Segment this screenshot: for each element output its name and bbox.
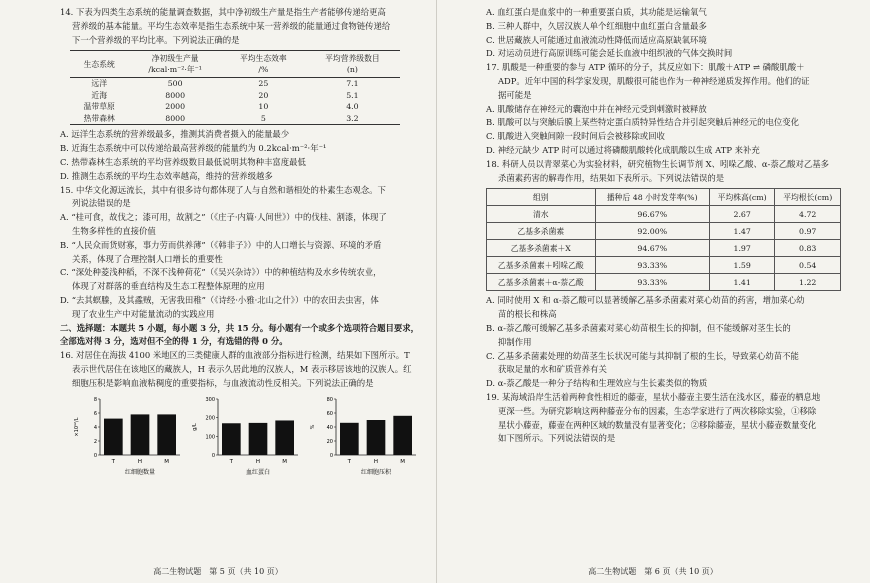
q19-stem-line: 19. 某海域沿岸生活着两种食性相近的藤壶，星状小藤壶主要生活在浅水区，藤壶的栖息地 xyxy=(486,391,821,402)
y-tick-label: 20 xyxy=(326,438,333,445)
q18-option-b-cont: 抑制作用 xyxy=(498,336,532,347)
q18-option-c: C. 乙基多杀菌素处理的幼苗茎生长状况可能与其抑制了根的生长，导致菜心幼苗不能 xyxy=(486,350,799,361)
bar xyxy=(104,418,123,454)
section-2-lead: 二、选择题：本题共 5 小题，每小题 3 分，共 15 分。 xyxy=(60,322,269,333)
x-tick-label: T xyxy=(347,458,352,465)
section-2-text: 每小题有一个或多个选项符合题目要求， xyxy=(268,322,420,333)
y-tick-label: 100 xyxy=(205,433,215,440)
q18-option-a: A. 同时使用 X 和 α-萘乙酸可以显著缓解乙基多杀菌素对菜心幼苗的药害，增加菜心幼 xyxy=(486,295,805,306)
table-header: 平均营养级数目 (n) xyxy=(305,51,400,78)
q15-option-c: C. “深处种菱浅种稻，不深不浅种荷花”（《吴兴杂诗》）中的种植结构及水乡传统农业， xyxy=(60,267,382,278)
q15-option-d-cont: 现了农业生产中对能量流动的实践应用 xyxy=(72,308,215,319)
q17-option-a: A. 肌酸储存在神经元的囊泡中并在神经元受到刺激时被释放 xyxy=(486,103,707,114)
x-tick-label: H xyxy=(255,458,261,465)
x-axis-label: 红细胞数量 xyxy=(124,468,156,476)
y-tick-label: 60 xyxy=(326,410,333,417)
table-header: 平均根长(cm) xyxy=(775,189,841,206)
bar xyxy=(249,422,268,454)
bar xyxy=(367,420,386,455)
y-tick-label: 200 xyxy=(205,415,215,422)
bar xyxy=(340,422,359,454)
question-19 xyxy=(486,391,856,446)
question-18 xyxy=(486,158,856,391)
q15-option-d: D. “去其螟螣，及其蟊贼，无害我田稚”（《诗经·小雅·北山之什》）中的农田去虫害，体 xyxy=(60,294,379,305)
q17-stem-line: ADP。近年中国的科学家发现，肌酸很可能也作为一种神经递质发挥作用。他们的证 xyxy=(498,75,810,86)
y-axis-label: % xyxy=(310,424,316,429)
table-row: 乙基多杀菌素 92.00% 1.47 0.97 xyxy=(487,223,841,240)
section-2-line2: 全部选对得 3 分，选对但不全的得 1 分，有选错的得 0 分。 xyxy=(60,336,288,347)
table-header: 播种后 48 小时发芽率(%) xyxy=(595,189,709,206)
q19-stem-line: 如下图所示。下列说法错误的是 xyxy=(498,433,616,444)
y-tick-label: 40 xyxy=(326,424,333,431)
y-tick-label: 2 xyxy=(93,438,97,445)
q16-option-b: B. 三种人群中，久居汉族人单个红细胞中血红蛋白含量最多 xyxy=(486,20,707,31)
q15-option-a-cont: 生物多样性的直接价值 xyxy=(72,225,156,236)
q14-option-a: A. 远洋生态系统的营养级最多，推测其消费者摄入的能量最少 xyxy=(60,129,290,140)
q18-option-c-cont: 获取足量的水和矿质营养有关 xyxy=(498,364,607,375)
q16-option-d: D. 对运动员进行高原训练可能会延长血液中组织液的气体交换时间 xyxy=(486,48,733,59)
bar xyxy=(157,414,176,455)
q18-stem-line: 18. 科研人员以青翠菜心为实验材料，研究植物生长调节剂 X、吲哚乙酸、α-萘乙酸对乙基多 xyxy=(486,158,829,169)
y-axis-label: g/L xyxy=(192,422,198,431)
y-tick-label: 0 xyxy=(211,452,215,459)
bar xyxy=(131,414,150,455)
chart-hematocrit xyxy=(306,393,431,481)
q17-option-c: C. 肌酸进入突触间隙一段时间后会被移除或回收 xyxy=(486,131,665,142)
q14-stem-line: 下一个营养级的平均比率。下列说法正确的是 xyxy=(72,34,240,45)
bar xyxy=(393,415,412,454)
bar xyxy=(222,423,241,455)
table-row: 热带森林 8000 5 3.2 xyxy=(70,113,400,125)
chart-rbc-count xyxy=(70,393,195,481)
blood-index-charts xyxy=(60,393,422,481)
bar xyxy=(275,420,294,455)
q17-option-b: B. 肌酸可以与突触后膜上某些特定蛋白质特异性结合并引起突触后神经元的电位变化 xyxy=(486,117,799,128)
ecosystem-table xyxy=(70,50,400,125)
x-axis-label: 红细胞压积 xyxy=(360,468,392,476)
y-tick-label: 6 xyxy=(93,410,97,417)
table-header: 平均生态效率 /% xyxy=(222,51,305,78)
question-14 xyxy=(60,6,422,184)
x-tick-label: M xyxy=(164,458,170,465)
x-axis-label: 血红蛋白 xyxy=(245,468,271,476)
q16-option-c: C. 世居藏族人可能通过血液流动性降低而适应高原缺氧环境 xyxy=(486,34,707,45)
x-tick-label: H xyxy=(373,458,379,465)
y-tick-label: 0 xyxy=(329,452,333,459)
question-16 xyxy=(60,349,422,480)
table-row: 远洋 500 25 7.1 xyxy=(91,79,359,89)
x-tick-label: T xyxy=(111,458,116,465)
q18-option-d: D. α-萘乙酸是一种分子结构和生理效应与生长素类似的物质 xyxy=(486,378,708,389)
x-tick-label: T xyxy=(229,458,234,465)
q19-stem-line: 更深一些。为研究影响这两种藤壶分布的因素，生态学家进行了两次移除实验，①移除 xyxy=(498,405,817,416)
table-header: 生态系统 xyxy=(70,51,128,78)
page-footer: 高二生物试题 第 5 页（共 10 页） xyxy=(153,567,283,576)
q16-stem-line: 细胞压积是影响血液粘稠度的重要指标，与血液流动性反相关。下列说法正确的是 xyxy=(72,377,374,388)
y-axis-label: ×10¹²/L xyxy=(74,417,80,437)
y-tick-label: 8 xyxy=(93,396,97,403)
y-tick-label: 4 xyxy=(93,424,97,431)
q14-stem-line: 营养级的基本能量。平均生态效率是指生态系统中某一营养级的能量通过食物链传递给 xyxy=(72,20,391,31)
q14-stem-line: 14. 下表为四类生态系统的能量调查数据，其中净初级生产量是指生产者能够传递给更高 xyxy=(60,7,386,17)
q14-option-d: D. 推测生态系统的平均生态效率越高，维持的营养级越多 xyxy=(60,170,273,181)
x-tick-label: M xyxy=(400,458,406,465)
q17-stem-line: 17. 肌酸是一种重要的参与 ATP 循环的分子，其反应如下：肌酸＋ATP ⇌ 磷酸肌酸＋ xyxy=(486,62,805,73)
table-row: 乙基多杀菌素＋吲哚乙酸 93.33% 1.59 0.54 xyxy=(487,257,841,274)
q18-option-a-cont: 苗的根长和株高 xyxy=(498,309,557,320)
q15-option-c-cont: 体现了对群落的垂直结构及生态工程整体原理的应用 xyxy=(72,281,265,292)
q16-stem-line: 16. 对居住在海拔 4100 米地区的三类健康人群的血液部分指标进行检测，结果如下图所示。T xyxy=(60,350,410,361)
y-tick-label: 80 xyxy=(326,396,333,403)
seedling-table xyxy=(486,188,841,291)
table-row: 近海 8000 20 5.1 xyxy=(91,90,359,100)
table-row: 乙基多杀菌素＋X 94.67% 1.97 0.83 xyxy=(487,240,841,257)
q15-option-b-cont: 关系，体现了合理控制人口增长的重要性 xyxy=(72,253,223,264)
x-tick-label: M xyxy=(282,458,288,465)
y-tick-label: 0 xyxy=(93,452,97,459)
q18-option-b: B. α-萘乙酸可缓解乙基多杀菌素对菜心幼苗根生长的抑制，但不能缓解对茎生长的 xyxy=(486,322,791,333)
q16-option-a: A. 血红蛋白是血浆中的一种重要蛋白质，其功能是运输氧气 xyxy=(486,7,707,17)
question-16-options xyxy=(486,6,856,61)
table-header: 净初级生产量 /kcal·m⁻²·年⁻¹ xyxy=(128,51,221,78)
right-page xyxy=(436,0,870,583)
page-footer: 高二生物试题 第 6 页（共 10 页） xyxy=(588,567,718,576)
question-17 xyxy=(486,61,856,158)
q19-stem-line: 星状小藤壶，藤壶在两种区域的数量没有显著变化；②移除藤壶，星状小藤壶数量变化 xyxy=(498,419,817,430)
q17-stem-line: 据可能是 xyxy=(498,89,532,100)
table-row: 乙基多杀菌素＋α-萘乙酸 93.33% 1.41 1.22 xyxy=(487,274,841,291)
table-row: 清水 96.67% 2.67 4.72 xyxy=(487,206,841,223)
q15-option-b: B. “人民众而货财寡，事力劳而供养薄”（《韩非子》）中的人口增长与资源、环境的矛盾 xyxy=(60,239,382,250)
section-2-heading xyxy=(60,322,422,350)
table-header: 组别 xyxy=(487,189,596,206)
table-row: 温带草原 2000 10 4.0 xyxy=(83,102,359,112)
q18-stem-line: 杀菌素药害的解毒作用，结果如下表所示。下列说法错误的是 xyxy=(498,172,725,183)
question-15 xyxy=(60,184,422,322)
q15-stem-line: 列说法错误的是 xyxy=(72,198,131,209)
q16-stem-line: 表示世代居住在该地区的藏族人，H 表示久居此地的汉族人，M 表示移居该地的汉族人。红 xyxy=(72,363,412,374)
q15-option-a: A. “桂可食，故伐之；漆可用，故割之”（《庄子·内篇·人间世》）中的伐桂、割漆，体现了 xyxy=(60,212,387,223)
x-tick-label: H xyxy=(137,458,143,465)
q14-option-c: C. 热带森林生态系统的平均营养级数目最低说明其物种丰富度最低 xyxy=(60,156,306,167)
q15-stem-line: 15. 中华文化源远流长，其中有很多诗句都体现了人与自然和谐相处的朴素生态观念。下 xyxy=(60,184,386,195)
y-tick-label: 300 xyxy=(205,396,215,403)
q14-option-b: B. 近海生态系统中可以传递给最高营养级的能量约为 0.2kcal·m⁻²·年⁻¹ xyxy=(60,143,327,154)
chart-hemoglobin xyxy=(188,393,313,481)
table-header: 平均株高(cm) xyxy=(709,189,775,206)
q17-option-d: D. 神经元缺少 ATP 时可以通过将磷酸肌酸转化成肌酸以生成 ATP 来补充 xyxy=(486,144,760,155)
